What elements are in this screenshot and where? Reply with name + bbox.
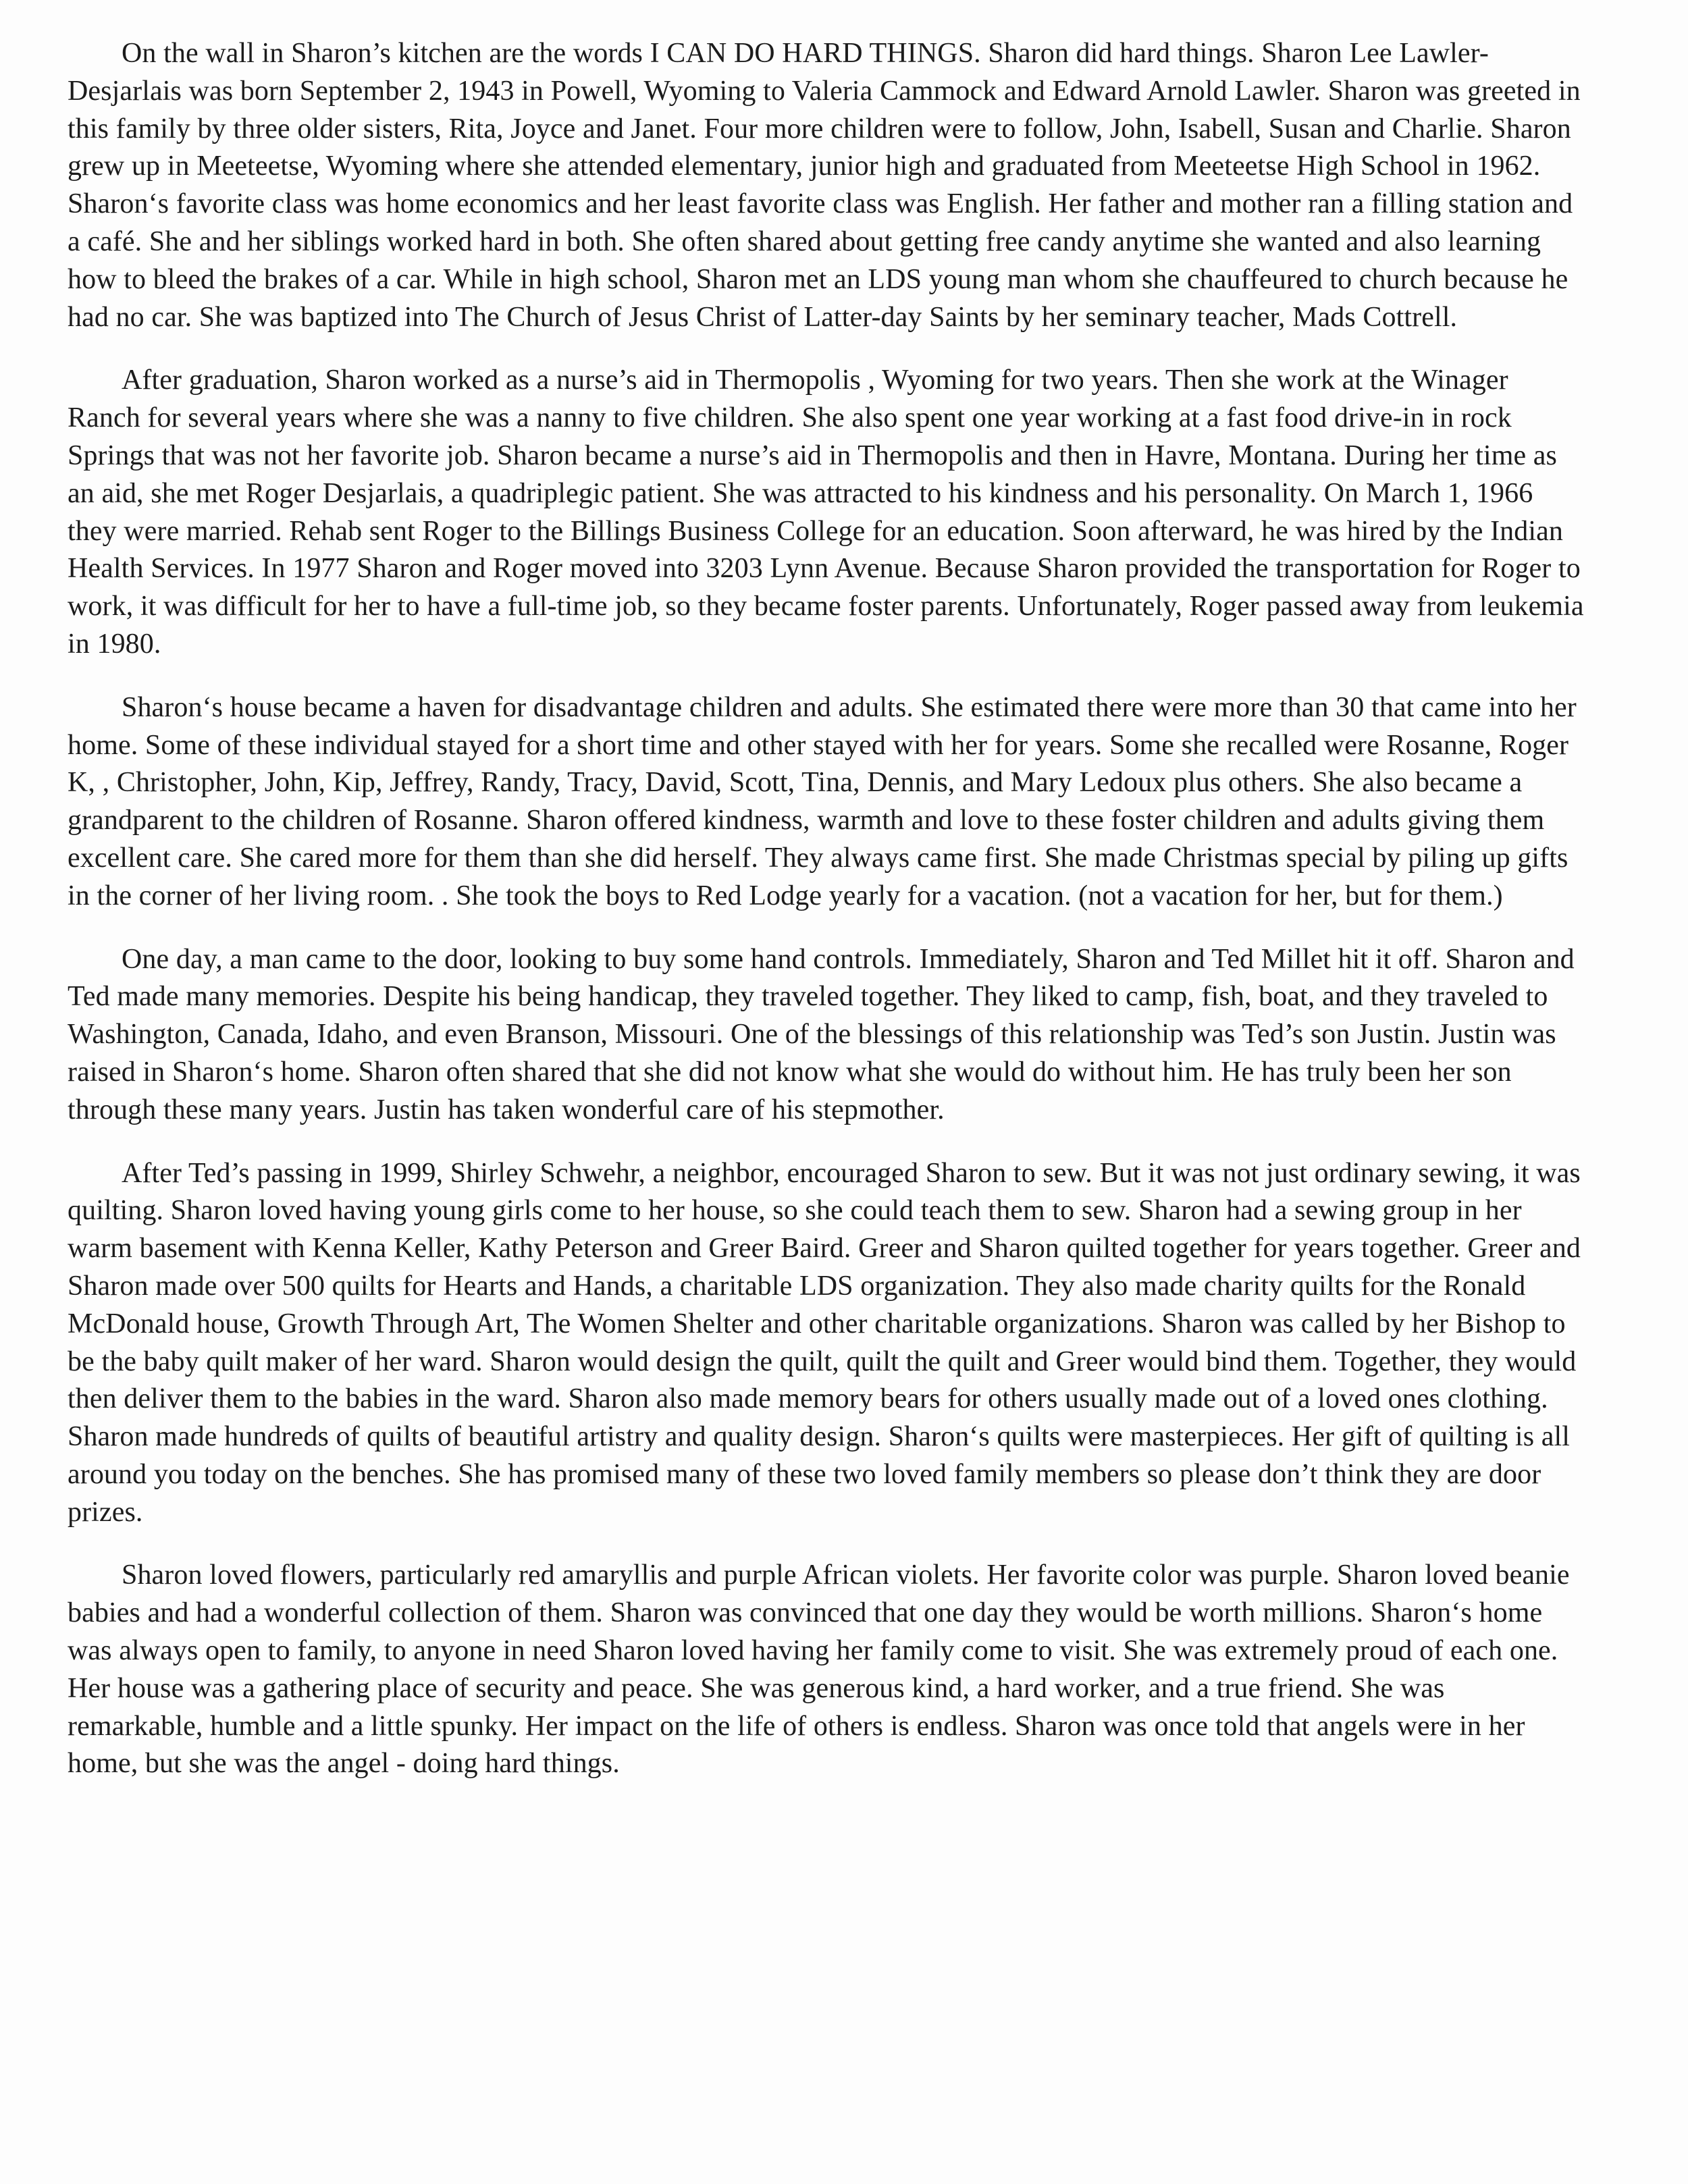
document-body xyxy=(68,35,1587,1783)
paragraph-marriage-roger: After graduation, Sharon worked as a nurse’s aid in Thermopolis , Wyoming for two years. Then she work at the Winager Ranch for several years where she was a nanny to five children. She also spent one year working at a fast food drive-in in rock Springs that was not her favorite job. Sharon became a nurse’s aid in Thermopolis and then in Havre, Montana. During her time as an aid, she met Roger Desjarlais, a quadriplegic patient. She was attracted to his kindness and his personality. On March 1, 1966 they were married. Rehab sent Roger to the Billings Business College for an education. Soon afterward, he was hired by the Indian Health Services. In 1977 Sharon and Roger moved into 3203 Lynn Avenue. Because Sharon provided the transportation for Roger to work, it was difficult for her to have a full-time job, so they became foster parents. Unfortunately, Roger passed away from leukemia in 1980. xyxy=(68,365,1584,660)
paragraph-childhood: On the wall in Sharon’s kitchen are the words I CAN DO HARD THINGS. Sharon did hard things. Sharon Lee Lawler-Desjarlais was born September 2, 1943 in Powell, Wyoming to Valeria Cammock and Edward Arnold Lawler. Sharon was greeted in this family by three older sisters, Rita, Joyce and Janet. Four more children were to follow, John, Isabell, Susan and Charlie. Sharon grew up in Meeteetse, Wyoming where she attended elementary, junior high and graduated from Meeteetse High School in 1962. Sharon‘s favorite class was home economics and her least favorite class was English. Her father and mother ran a filling station and a café. She and her siblings worked hard in both. She often shared about getting free candy anytime she wanted and also learning how to bleed the brakes of a car. While in high school, Sharon met an LDS young man whom she chauffeured to church because he had no car. She was baptized into The Church of Jesus Christ of Latter-day Saints by her seminary teacher, Mads Cottrell. xyxy=(68,38,1581,333)
paragraph-quilting: After Ted’s passing in 1999, Shirley Schwehr, a neighbor, encouraged Sharon to sew. But it was not just ordinary sewing, it was quilting. Sharon loved having young girls come to her house, so she could teach them to sew. Sharon had a sewing group in her warm basement with Kenna Keller, Kathy Peterson and Greer Baird. Greer and Sharon quilted together for years together. Greer and Sharon made over 500 quilts for Hearts and Hands, a charitable LDS organization. They also made charity quilts for the Ronald McDonald house, Growth Through Art, The Women Shelter and other charitable organizations. Sharon was called by her Bishop to be the baby quilt maker of her ward. Sharon would design the quilt, quilt the quilt and Greer would bind them. Together, they would then deliver them to the babies in the ward. Sharon also made memory bears for others usually made out of a loved ones clothing. Sharon made hundreds of quilts of beautiful artistry and quality design. Sharon‘s quilts were masterpieces. Her gift of quilting is all around you today on the benches. She has promised many of these two loved family members so please don’t think they are door prizes. xyxy=(68,1157,1581,1528)
paragraph-foster-home: Sharon‘s house became a haven for disadvantage children and adults. She estimated there were more than 30 that came into her home. Some of these individual stayed for a short time and other stayed with her for years. Some she recalled were Rosanne, Roger K, , Christopher, John, Kip, Jeffrey, Randy, Tracy, David, Scott, Tina, Dennis, and Mary Ledoux plus others. She also became a grandparent to the children of Rosanne. Sharon offered kindness, warmth and love to these foster children and adults giving them excellent care. She cared more for them than she did herself. They always came first. She made Christmas special by piling up gifts in the corner of her living room. . She took the boys to Red Lodge yearly for a vacation. (not a vacation for her, but for them.) xyxy=(68,691,1577,911)
paragraph-ted-millet: One day, a man came to the door, looking to buy some hand controls. Immediately, Sharon and Ted Millet hit it off. Sharon and Ted made many memories. Despite his being handicap, they traveled together. They liked to camp, fish, boat, and they traveled to Washington, Canada, Idaho, and even Branson, Missouri. One of the blessings of this relationship was Ted’s son Justin. Justin was raised in Sharon‘s home. Sharon often shared that she did not know what she would do without him. He has truly been her son through these many years. Justin has taken wonderful care of his stepmother. xyxy=(68,943,1575,1125)
paragraph-legacy: Sharon loved flowers, particularly red amaryllis and purple African violets. Her favorite color was purple. Sharon loved beanie babies and had a wonderful collection of them. Sharon was convinced that one day they would be worth millions. Sharon‘s home was always open to family, to anyone in need Sharon loved having her family come to visit. She was extremely proud of each one. Her house was a gathering place of security and peace. She was generous kind, a hard worker, and a true friend. She was remarkable, humble and a little spunky. Her impact on the life of others is endless. Sharon was once told that angels were in her home, but she was the angel - doing hard things. xyxy=(68,1560,1570,1780)
